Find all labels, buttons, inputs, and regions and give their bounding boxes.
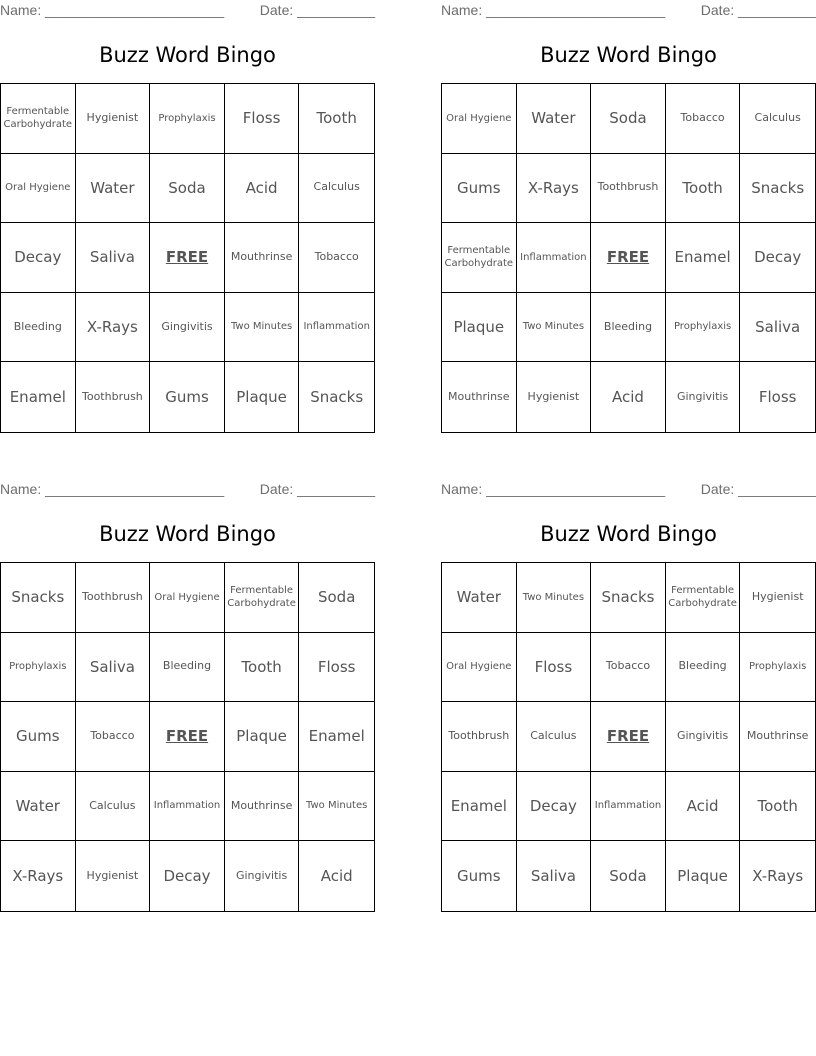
bingo-cell[interactable]: Mouthrinse	[225, 223, 300, 293]
name-field-label: Name: _______________________	[441, 2, 666, 18]
bingo-cell[interactable]: Gingivitis	[666, 362, 741, 432]
bingo-cell[interactable]: Tobacco	[591, 633, 666, 703]
bingo-cell[interactable]: Fermentable Carbohydrate	[666, 563, 741, 633]
bingo-cell[interactable]: Saliva	[76, 633, 151, 703]
bingo-cell[interactable]: Gums	[1, 702, 76, 772]
bingo-cell[interactable]: Floss	[299, 633, 374, 703]
name-field-label: Name: _______________________	[0, 2, 225, 18]
bingo-cell[interactable]: Soda	[299, 563, 374, 633]
bingo-cell[interactable]: Acid	[591, 362, 666, 432]
bingo-cell[interactable]: Oral Hygiene	[442, 84, 517, 154]
bingo-cell[interactable]: Tobacco	[666, 84, 741, 154]
bingo-cell[interactable]: Fermentable Carbohydrate	[442, 223, 517, 293]
bingo-cell[interactable]: Enamel	[1, 362, 76, 432]
bingo-cell[interactable]: Two Minutes	[517, 563, 592, 633]
bingo-cell[interactable]: Floss	[517, 633, 592, 703]
bingo-cell[interactable]: Toothbrush	[591, 154, 666, 224]
free-space-cell[interactable]: FREE	[591, 702, 666, 772]
card-title: Buzz Word Bingo	[540, 43, 717, 67]
bingo-cell[interactable]: Acid	[320, 867, 353, 886]
date-field-label: Date: __________	[700, 481, 816, 497]
bingo-cell[interactable]: Hygienist	[76, 84, 151, 154]
bingo-cell[interactable]: Tobacco	[299, 223, 374, 293]
bingo-cell[interactable]: X-Rays	[752, 867, 804, 886]
bingo-card	[441, 0, 816, 440]
bingo-cell[interactable]: Two Minutes	[517, 293, 592, 363]
bingo-cell[interactable]: Plaque	[225, 362, 300, 432]
bingo-cell[interactable]: Snacks	[591, 563, 666, 633]
bingo-cell[interactable]: Oral Hygiene	[150, 563, 225, 633]
bingo-card	[0, 479, 375, 919]
bingo-cell[interactable]: Inflammation	[517, 223, 592, 293]
bingo-cell[interactable]: Mouthrinse	[740, 702, 815, 772]
bingo-cell[interactable]: Inflammation	[150, 772, 225, 842]
bingo-cell[interactable]: Prophylaxis	[666, 293, 741, 363]
bingo-cell[interactable]: Gingivitis	[666, 702, 741, 772]
date-field-label: Date: __________	[259, 481, 375, 497]
bingo-cell[interactable]: Oral Hygiene	[1, 154, 76, 224]
bingo-cell[interactable]: Tobacco	[76, 702, 151, 772]
card-title: Buzz Word Bingo	[99, 43, 276, 67]
bingo-cell[interactable]: Tooth	[666, 154, 741, 224]
bingo-cell[interactable]: Toothbrush	[442, 702, 517, 772]
bingo-cell[interactable]: Soda	[150, 154, 225, 224]
bingo-cell[interactable]: Enamel	[666, 223, 741, 293]
bingo-cell[interactable]: X-Rays	[1, 841, 76, 911]
free-space-cell[interactable]: FREE	[150, 223, 225, 293]
bingo-cell[interactable]: Bleeding	[666, 633, 741, 703]
bingo-cell[interactable]: Prophylaxis	[150, 84, 225, 154]
bingo-cell[interactable]: Toothbrush	[76, 362, 151, 432]
bingo-cell[interactable]: Tooth	[225, 633, 300, 703]
bingo-cell[interactable]: Bleeding	[1, 293, 76, 363]
bingo-cell[interactable]: Calculus	[299, 154, 374, 224]
bingo-cell[interactable]: Acid	[225, 154, 300, 224]
card-title: Buzz Word Bingo	[540, 522, 717, 546]
bingo-cell[interactable]: Bleeding	[591, 293, 666, 363]
free-space-cell[interactable]: FREE	[591, 223, 666, 293]
bingo-cell[interactable]: Gingivitis	[150, 293, 225, 363]
bingo-cell[interactable]: Water	[76, 154, 151, 224]
bingo-cell[interactable]: Decay	[1, 223, 76, 293]
date-field-label: Date: __________	[700, 2, 816, 18]
card-title: Buzz Word Bingo	[99, 522, 276, 546]
name-field-label: Name: _______________________	[0, 481, 225, 497]
bingo-cell[interactable]: Acid	[666, 772, 741, 842]
bingo-cell[interactable]: Decay	[517, 772, 592, 842]
bingo-cell[interactable]: Tooth	[740, 772, 815, 842]
bingo-cell[interactable]: Snacks	[1, 563, 76, 633]
bingo-cell[interactable]: Calculus	[76, 772, 151, 842]
bingo-cell[interactable]: Enamel	[299, 702, 374, 772]
bingo-cell[interactable]: Calculus	[740, 84, 815, 154]
bingo-cell[interactable]: Soda	[591, 841, 666, 911]
bingo-cell[interactable]: Saliva	[76, 223, 151, 293]
bingo-cell[interactable]: Snacks	[310, 388, 364, 407]
bingo-cell[interactable]: Mouthrinse	[442, 362, 517, 432]
bingo-cell[interactable]: Bleeding	[150, 633, 225, 703]
bingo-cell[interactable]: Soda	[591, 84, 666, 154]
free-space-cell[interactable]: FREE	[150, 702, 225, 772]
bingo-cell[interactable]: Oral Hygiene	[442, 633, 517, 703]
bingo-cell[interactable]: Toothbrush	[76, 563, 151, 633]
bingo-cell[interactable]: Water	[442, 563, 517, 633]
bingo-card	[441, 479, 816, 919]
bingo-cell[interactable]: Gums	[150, 362, 225, 432]
bingo-cell[interactable]: Decay	[150, 841, 225, 911]
bingo-cell[interactable]: Two Minutes	[225, 293, 300, 363]
bingo-cell[interactable]: Hygienist	[76, 841, 151, 911]
bingo-cell[interactable]: Gingivitis	[225, 841, 300, 911]
bingo-cell[interactable]: Gums	[442, 841, 517, 911]
name-field-label: Name: _______________________	[441, 481, 666, 497]
bingo-cell[interactable]: Floss	[225, 84, 300, 154]
bingo-grid	[441, 83, 816, 433]
bingo-grid	[0, 562, 375, 912]
bingo-card	[0, 0, 375, 440]
bingo-cell[interactable]: Fermentable Carbohydrate	[225, 563, 300, 633]
bingo-cell[interactable]: Floss	[758, 388, 797, 407]
bingo-cell[interactable]: Hygienist	[740, 563, 815, 633]
bingo-cell[interactable]: Water	[1, 772, 76, 842]
bingo-cell[interactable]: Tooth	[299, 84, 374, 154]
bingo-cell[interactable]: Prophylaxis	[1, 633, 76, 703]
bingo-cell[interactable]: Prophylaxis	[740, 633, 815, 703]
bingo-cell[interactable]: Gums	[442, 154, 517, 224]
bingo-cell[interactable]: Decay	[740, 223, 815, 293]
bingo-cell[interactable]: Fermentable Carbohydrate	[1, 84, 76, 154]
bingo-cell[interactable]: Plaque	[225, 702, 300, 772]
bingo-cell[interactable]: X-Rays	[76, 293, 151, 363]
bingo-cell[interactable]: Inflammation	[591, 772, 666, 842]
bingo-cell[interactable]: X-Rays	[517, 154, 592, 224]
bingo-cell[interactable]: Two Minutes	[299, 772, 374, 842]
bingo-cell[interactable]: Calculus	[517, 702, 592, 772]
date-field-label: Date: __________	[259, 2, 375, 18]
bingo-cell[interactable]: Water	[517, 84, 592, 154]
bingo-cell[interactable]: Plaque	[666, 841, 741, 911]
bingo-grid	[441, 562, 816, 912]
bingo-cell[interactable]: Saliva	[517, 841, 592, 911]
bingo-cell[interactable]: Inflammation	[299, 293, 374, 363]
bingo-grid	[0, 83, 375, 433]
bingo-cell[interactable]: Saliva	[740, 293, 815, 363]
bingo-cell[interactable]: Hygienist	[517, 362, 592, 432]
bingo-cell[interactable]: Snacks	[740, 154, 815, 224]
bingo-cell[interactable]: Plaque	[442, 293, 517, 363]
bingo-cell[interactable]: Enamel	[442, 772, 517, 842]
bingo-cell[interactable]: Mouthrinse	[225, 772, 300, 842]
